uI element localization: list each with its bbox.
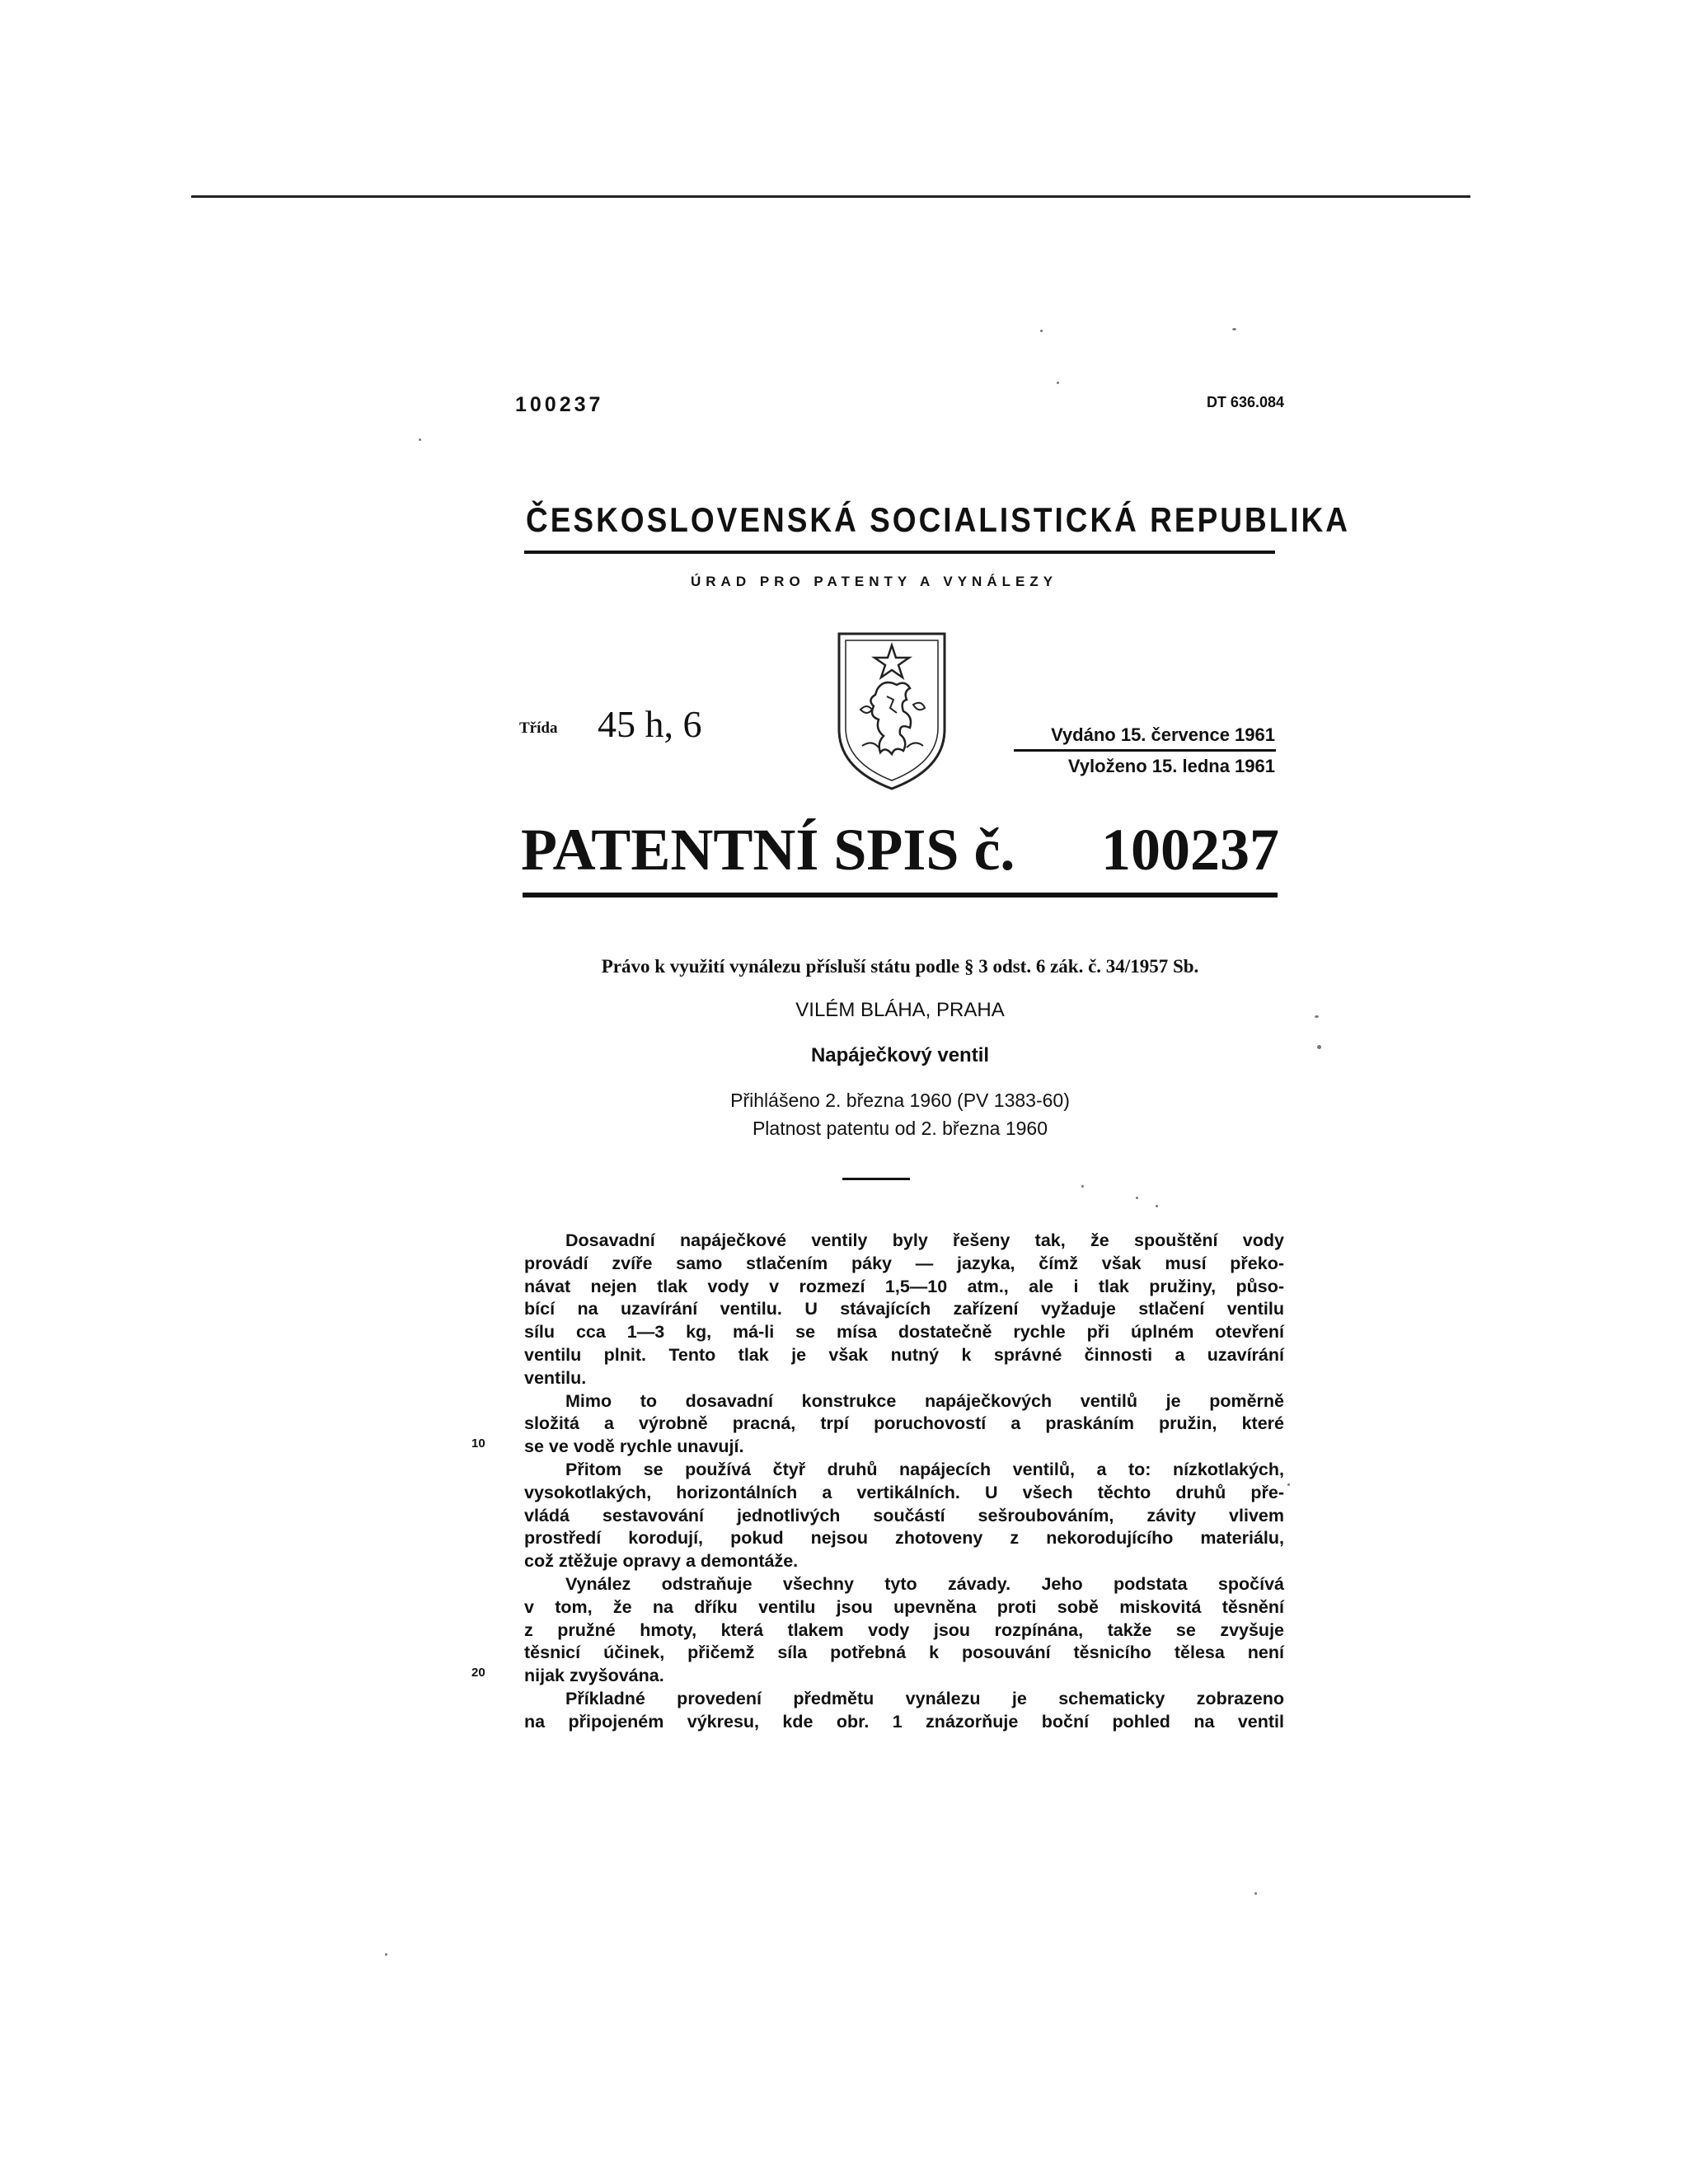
- scan-speck: [1136, 1197, 1138, 1199]
- body-line: na připojeném výkresu, kde obr. 1 znázorňuje boční pohled na ventil: [524, 1711, 1284, 1732]
- class-value: 45 h, 6: [598, 703, 702, 745]
- filing-info: Přihlášeno 2. března 1960 (PV 1383-60): [730, 1090, 1070, 1111]
- title-rule: [523, 893, 1278, 898]
- scan-speck: [1081, 1185, 1084, 1188]
- document-number: 100237: [515, 393, 604, 416]
- country-heading: ČESKOSLOVENSKÁ SOCIALISTICKÁ REPUBLIKA: [526, 501, 1351, 539]
- body-line: prostředí korodují, pokud nejsou zhotoveny z nekorodujícího materiálu,: [524, 1528, 1284, 1549]
- body-line: ventilu.: [524, 1367, 587, 1388]
- patent-number: 100237: [1101, 817, 1279, 883]
- office-heading: ÚRAD PRO PATENTY A VYNÁLEZY: [691, 574, 1058, 589]
- body-line: sílu cca 1—3 kg, má-li se mísa dostatečně rychle při úplném otevření: [524, 1322, 1284, 1343]
- body-text: [524, 1230, 1284, 1734]
- body-line: složitá a výrobně pracná, trpí poruchovostí a praskáním pružin, které: [524, 1413, 1284, 1434]
- validity-info: Platnost patentu od 2. března 1960: [752, 1118, 1048, 1139]
- body-line: návat nejen tlak vody v rozmezí 1,5—10 atm., ale i tlak pružiny, půso-: [524, 1276, 1284, 1296]
- body-line: se ve vodě rychle unavují.: [524, 1436, 744, 1457]
- body-line: Přitom se používá čtyř druhů napájecích ventilů, a to: nízkotlakých,: [565, 1459, 1284, 1479]
- body-line: vládá sestavování jednotlivých součástí sešroubováním, závity vlivem: [524, 1505, 1284, 1526]
- rights-statement: Právo k využití vynálezu přísluší státu podle § 3 odst. 6 zák. č. 34/1957 Sb.: [601, 956, 1199, 977]
- inventor: VILÉM BLÁHA, PRAHA: [795, 999, 1005, 1021]
- issued-date: Vydáno 15. července 1961: [1051, 724, 1275, 745]
- issued-rule: [1014, 749, 1276, 752]
- country-rule: [524, 551, 1275, 554]
- dt-reference: DT 636.084: [1206, 394, 1284, 410]
- scan-speck: [1287, 1483, 1290, 1486]
- scan-speck: [419, 438, 421, 441]
- scan-speck: [1057, 382, 1059, 384]
- body-line: provádí zvíře samo stlačením páky — jazyka, čímž však musí překo-: [524, 1253, 1284, 1273]
- scan-speck: [1317, 1045, 1321, 1049]
- body-line: vysokotlakých, horizontálních a vertikálních. U všech těchto druhů pře-: [524, 1482, 1284, 1502]
- class-label: Třída: [519, 719, 558, 737]
- body-line: Vynález odstraňuje všechny tyto závady. Jeho podstata spočívá: [565, 1573, 1284, 1594]
- scan-speck: [1156, 1205, 1158, 1207]
- body-line: v tom, že na dříku ventilu jsou upevněna proti sobě miskovitá těsnění: [524, 1596, 1284, 1617]
- invention-subject: Napáječkový ventil: [810, 1044, 990, 1066]
- state-emblem-icon: [834, 630, 950, 792]
- body-line: ventilu plnit. Tento tlak je však nutný k správné činnosti a uzavírání: [524, 1344, 1284, 1365]
- separator-rule: [842, 1178, 910, 1180]
- body-line: bící na uzavírání ventilu. U stávajících zařízení vyžaduje stlačení ventilu: [524, 1299, 1284, 1319]
- body-line: těsnicí účinek, přičemž síla potřebná k posouvání těsnicího tělesa není: [524, 1643, 1284, 1663]
- scan-speck: [1254, 1892, 1257, 1895]
- scan-speck: [1315, 1015, 1319, 1018]
- top-rule: [191, 195, 1470, 198]
- scan-speck: [1040, 330, 1043, 332]
- body-line: Dosavadní napáječkové ventily byly řešeny tak, že spouštění vody: [565, 1230, 1284, 1250]
- published-date: Vyloženo 15. ledna 1961: [1067, 756, 1275, 776]
- scan-speck: [1232, 328, 1236, 330]
- line-number: 10: [471, 1436, 485, 1451]
- body-line: Příkladné provedení předmětu vynálezu je schematicky zobrazeno: [565, 1688, 1284, 1708]
- patent-title-prefix: PATENTNÍ SPIS č.: [521, 817, 1015, 883]
- body-line: Mimo to dosavadní konstrukce napáječkových ventilů je poměrně: [565, 1390, 1284, 1411]
- scan-speck: [385, 1953, 387, 1956]
- body-line: z pružné hmoty, která tlakem vody jsou rozpínána, takže se zvyšuje: [524, 1619, 1284, 1640]
- body-line: což ztěžuje opravy a demontáže.: [524, 1551, 799, 1572]
- line-number: 20: [471, 1666, 485, 1680]
- body-line: nijak zvyšována.: [524, 1666, 664, 1686]
- patent-title: [521, 816, 1279, 884]
